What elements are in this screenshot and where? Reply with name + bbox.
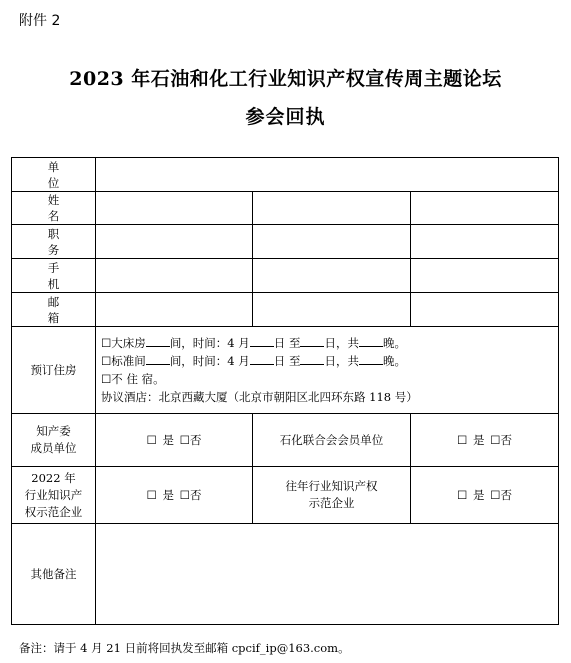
form-row-mobile xyxy=(12,259,559,293)
big-bed-day-from: 日 至 xyxy=(273,336,301,350)
big-bed-nights: 晚。 xyxy=(382,336,406,350)
form-row-email xyxy=(12,293,559,327)
name-field-1[interactable] xyxy=(96,192,253,225)
demo-enterprise-label xyxy=(12,467,96,524)
standard-nights-blank[interactable] xyxy=(359,352,383,365)
form-row-position xyxy=(12,225,559,259)
mobile-label: 手 机 xyxy=(12,259,96,293)
form-row-name xyxy=(12,192,559,225)
demo-label-line3: 权示范企业 xyxy=(24,504,83,519)
remarks-label: 其他备注 xyxy=(12,524,96,625)
ip-member-label-line2: 成员单位 xyxy=(30,441,77,455)
attachment-number: 附件 2 xyxy=(19,13,61,29)
form-row-member xyxy=(12,414,559,467)
past-demo-label-line1: 往年行业知识产权 xyxy=(285,479,378,493)
hotel-label: 预订住房 xyxy=(12,327,96,414)
email-field-1[interactable] xyxy=(96,293,253,327)
past-demo-yes-no[interactable]: ☐ 是 ☐否 xyxy=(411,467,559,524)
standard-time-text: 间，时间：4 月 xyxy=(169,354,250,368)
position-field-1[interactable] xyxy=(96,225,253,259)
position-field-2[interactable] xyxy=(253,225,411,259)
email-field-2[interactable] xyxy=(253,293,411,327)
demo-label-line1: 2022 年 xyxy=(31,470,76,485)
form-row-remarks xyxy=(12,524,559,625)
footnote: 备注：请于 4 月 21 日前将回执发至邮箱 cpcif_ip@163.com。 xyxy=(19,641,350,655)
agreement-hotel: 协议酒店：北京西藏大厦（北京市朝阳区北四环东路 118 号） xyxy=(101,390,418,404)
no-stay-option[interactable]: ☐不 住 宿。 xyxy=(101,372,165,386)
email-field-3[interactable] xyxy=(411,293,559,327)
standard-line xyxy=(101,352,558,370)
big-bed-to-blank[interactable] xyxy=(300,334,324,347)
hotel-options xyxy=(96,327,559,414)
page-subtitle: 参会回执 xyxy=(245,106,326,128)
mobile-field-1[interactable] xyxy=(96,259,253,293)
big-bed-day-to: 日，共 xyxy=(324,336,359,350)
petro-member-yes-no[interactable]: ☐ 是 ☐否 xyxy=(411,414,559,467)
big-bed-from-blank[interactable] xyxy=(250,334,274,347)
past-demo-label-line2: 示范企业 xyxy=(308,496,355,510)
ip-member-label-line1: 知产委 xyxy=(36,424,71,438)
name-field-2[interactable] xyxy=(253,192,411,225)
name-field-3[interactable] xyxy=(411,192,559,225)
standard-checkbox[interactable]: ☐标准间 xyxy=(101,354,146,368)
big-bed-time-text: 间，时间：4 月 xyxy=(169,336,250,350)
big-bed-line xyxy=(101,334,558,352)
form-row-unit xyxy=(12,158,559,192)
mobile-field-3[interactable] xyxy=(411,259,559,293)
big-bed-nights-blank[interactable] xyxy=(359,334,383,347)
demo-yes-no[interactable]: ☐ 是 ☐否 xyxy=(96,467,253,524)
page-title: 2023 年石油和化工行业知识产权宣传周主题论坛 xyxy=(69,68,502,90)
standard-from-blank[interactable] xyxy=(250,352,274,365)
unit-label: 单 位 xyxy=(12,158,96,192)
remarks-field[interactable] xyxy=(96,524,559,625)
form-row-demo xyxy=(12,467,559,524)
standard-to-blank[interactable] xyxy=(300,352,324,365)
registration-form xyxy=(11,157,559,625)
ip-member-label xyxy=(12,414,96,467)
standard-rooms-blank[interactable] xyxy=(146,352,170,365)
name-label: 姓 名 xyxy=(12,192,96,225)
big-bed-rooms-blank[interactable] xyxy=(146,334,170,347)
unit-field[interactable] xyxy=(96,158,559,192)
standard-day-to: 日，共 xyxy=(324,354,359,368)
big-bed-checkbox[interactable]: ☐大床房 xyxy=(101,336,146,350)
past-demo-label xyxy=(253,467,411,524)
position-field-3[interactable] xyxy=(411,225,559,259)
standard-day-from: 日 至 xyxy=(273,354,301,368)
ip-member-yes-no[interactable]: ☐ 是 ☐否 xyxy=(96,414,253,467)
email-label: 邮 箱 xyxy=(12,293,96,327)
petro-member-label: 石化联合会会员单位 xyxy=(253,414,411,467)
position-label: 职 务 xyxy=(12,225,96,259)
form-row-hotel xyxy=(12,327,559,414)
demo-label-line2: 行业知识产 xyxy=(24,487,83,502)
mobile-field-2[interactable] xyxy=(253,259,411,293)
standard-nights: 晚。 xyxy=(382,354,406,368)
